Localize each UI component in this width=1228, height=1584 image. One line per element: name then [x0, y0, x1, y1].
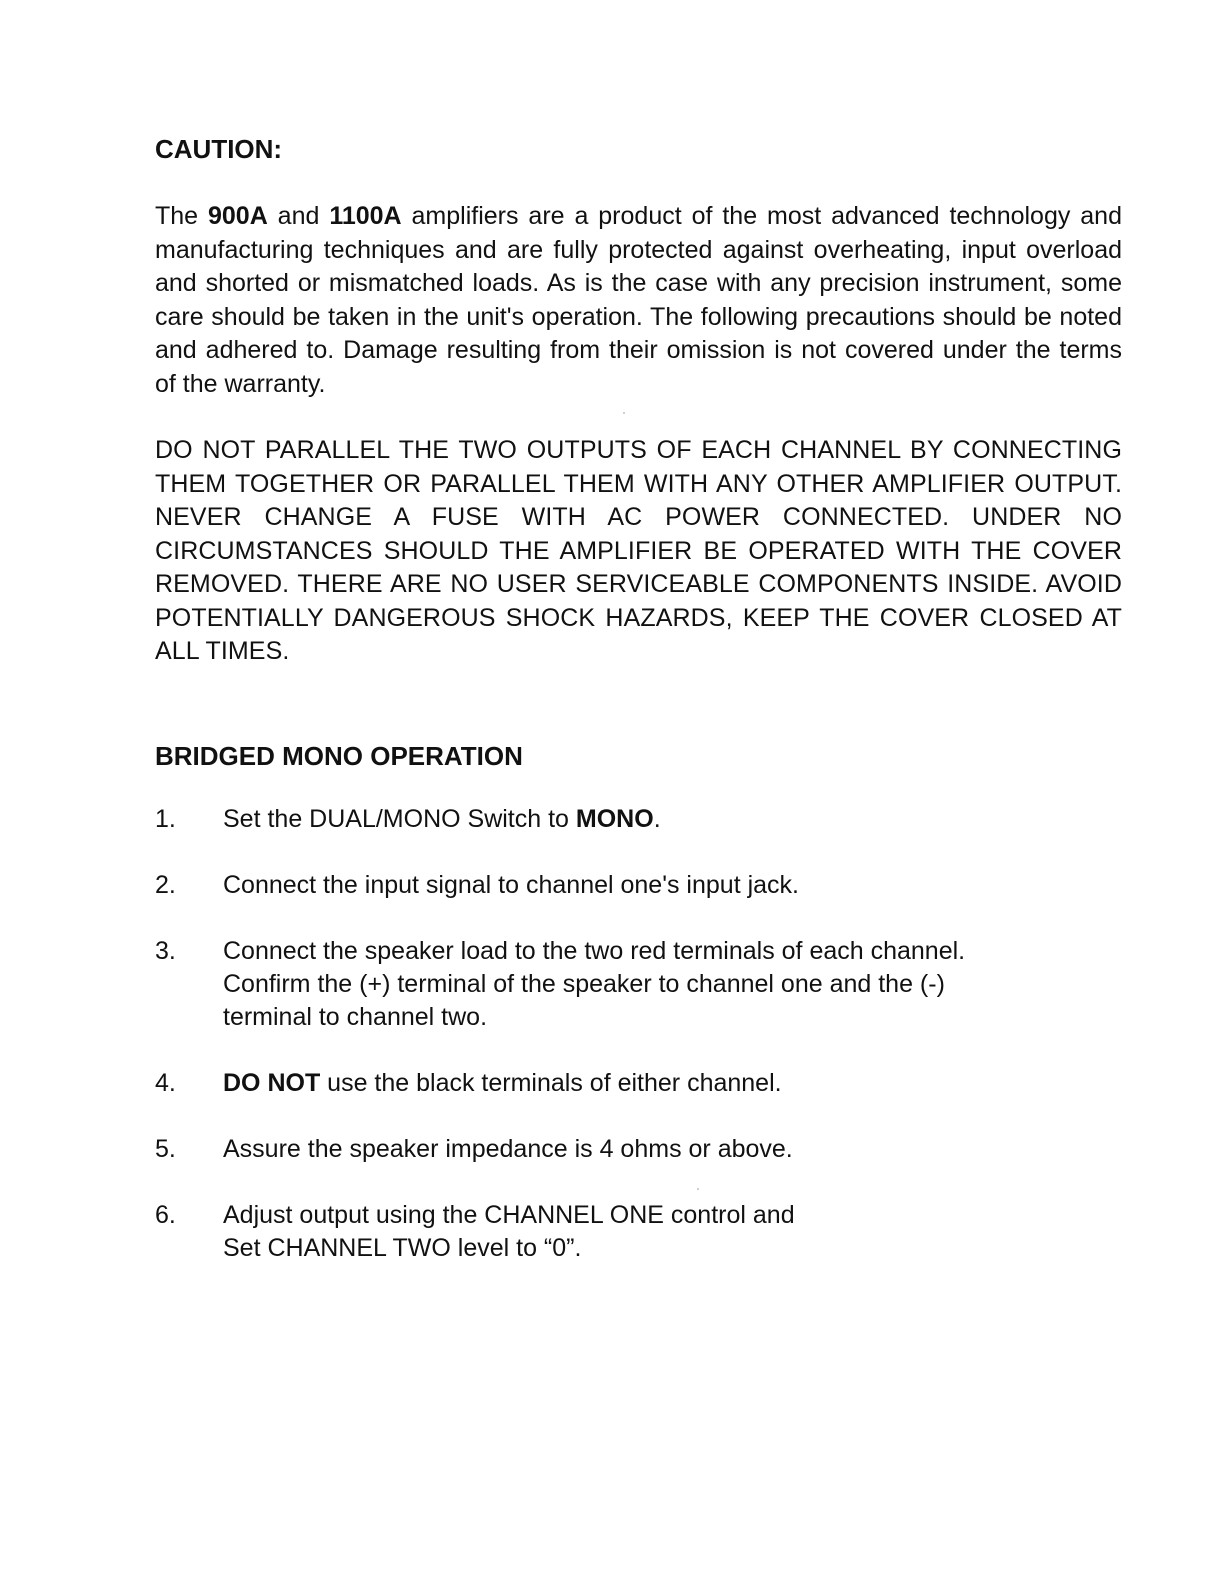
list-item-step-1	[155, 803, 1122, 836]
intro-word-the: The	[155, 202, 208, 230]
bridged-mono-heading: BRIDGED MONO OPERATION	[155, 740, 523, 771]
step-number: 3.	[155, 936, 176, 965]
step-text-bold: MONO	[575, 804, 654, 833]
step-number: 1.	[155, 804, 176, 833]
step-text: Connect the input signal to channel one's input jack.	[223, 870, 799, 899]
model-1100a: 1100A	[329, 202, 402, 230]
step-text-pre: Set the DUAL/MONO Switch to	[223, 804, 576, 833]
step-text	[223, 1199, 983, 1265]
step-text-line-2: Set CHANNEL TWO level to “0”.	[223, 1233, 582, 1262]
model-900a: 900A	[208, 202, 268, 230]
caution-heading: CAUTION:	[155, 134, 283, 164]
step-text-line-1: Adjust output using the CHANNEL ONE control and	[223, 1200, 795, 1229]
step-number: 4.	[155, 1068, 176, 1097]
step-number: 5.	[155, 1134, 176, 1163]
step-text-post: use the black terminals of either channel.	[320, 1068, 782, 1097]
step-number: 6.	[155, 1200, 176, 1229]
step-number: 2.	[155, 870, 176, 899]
list-item-step-2	[155, 869, 1122, 902]
bridged-mono-steps	[155, 803, 1122, 1265]
step-text	[223, 1067, 983, 1100]
document-page	[155, 130, 1122, 1298]
scan-speck	[697, 1188, 699, 1190]
caution-warning-paragraph: DO NOT PARALLEL THE TWO OUTPUTS OF EACH CHANNEL BY CONNECTING THEM TOGETHER OR PARALLEL THEM WITH ANY OTHER AMPLIFIER OUTPUT. NEVER CHANGE A FUSE WITH AC POWER CONNECTED. UNDER NO CIRCUMSTANCES SHOULD THE AMPLIFIER BE OPERATED WITH THE COVER REMOVED. THERE ARE NO USER SERVICEABLE COMPONENTS INSIDE. AVOID POTENTIALLY DANGEROUS SHOCK HAZARDS, KEEP THE COVER CLOSED AT ALL TIMES.	[155, 436, 1122, 665]
step-text: Assure the speaker impedance is 4 ohms or above.	[223, 1134, 793, 1163]
caution-intro-paragraph	[155, 200, 1122, 401]
step-text-post: .	[653, 804, 661, 833]
step-text: Connect the speaker load to the two red terminals of each channel. Confirm the (+) terminal of the speaker to channel one and the (-) terminal to channel two.	[223, 936, 966, 1031]
intro-rest: amplifiers are a product of the most advanced technology and manufacturing techniques and are fully protected against overheating, input overload and shorted or mismatched loads. As is the case with any precision instrument, some care should be taken in the unit's operation. The following precautions should be noted and adhered to. Damage resulting from their omission is not covered under the terms of the warranty.	[155, 202, 1122, 398]
list-item-step-3	[155, 935, 1122, 1034]
step-text	[223, 803, 983, 836]
list-item-step-5	[155, 1133, 1122, 1166]
scan-speck	[623, 412, 625, 414]
step-text-bold: DO NOT	[223, 1068, 321, 1097]
list-item-step-4	[155, 1067, 1122, 1100]
intro-word-and: and	[267, 202, 330, 230]
list-item-step-6	[155, 1199, 1122, 1265]
